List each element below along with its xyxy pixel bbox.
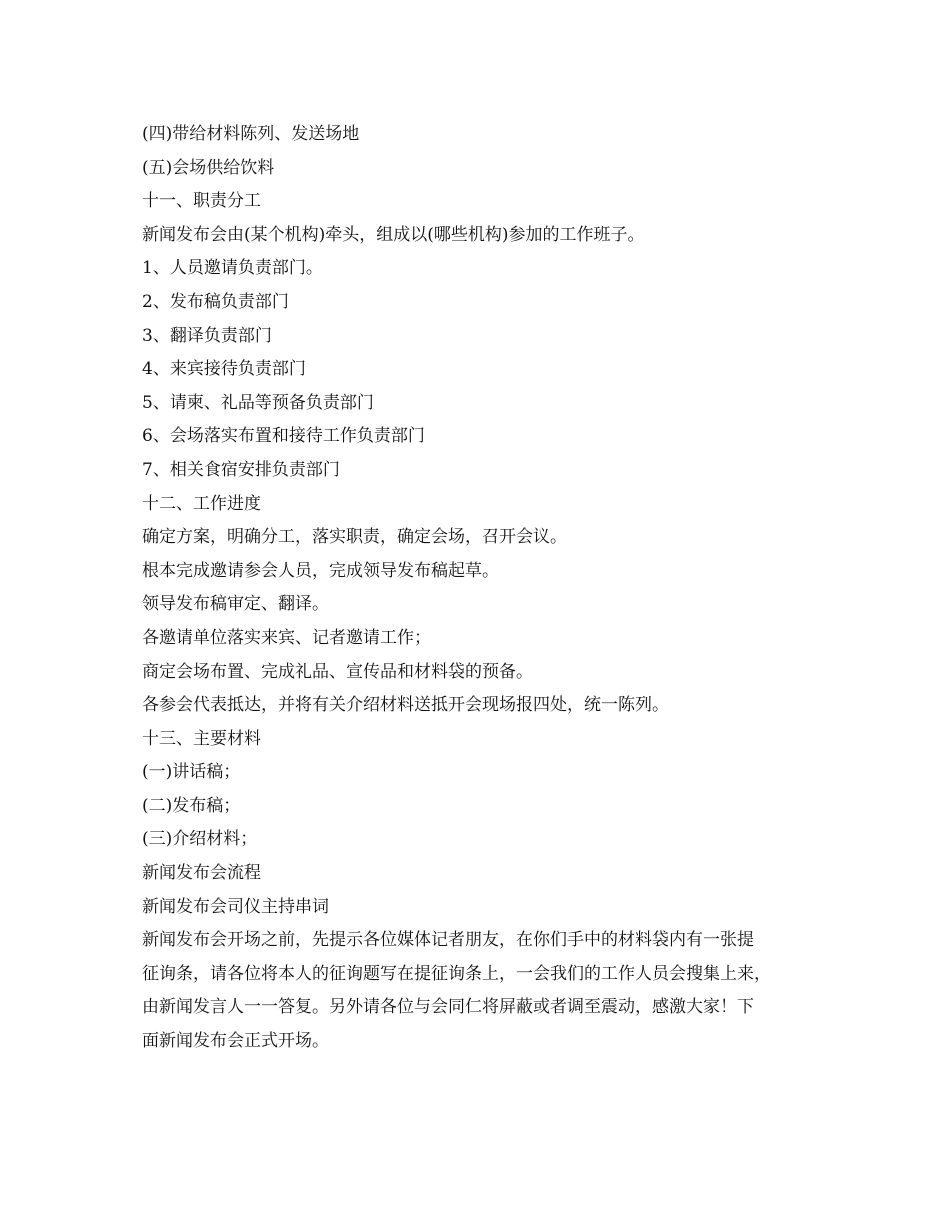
text-line: 各参会代表抵达，并将有关介绍材料送抵开会现场报四处，统一陈列。 [142,695,669,716]
paragraph-line: 面新闻发布会正式开场。 [142,1031,329,1052]
text-line: 商定会场布置、完成礼品、宣传品和材料袋的预备。 [142,661,533,682]
paragraph-line: 征询条，请各位将本人的征询题写在提征询条上，一会我们的工作人员会搜集上来， [142,963,771,984]
text-line: (四)带给材料陈列、发送场地 [142,124,360,144]
section-heading: 新闻发布会司仪主持串词 [142,896,329,917]
section-heading: 十一、职责分工 [142,191,261,212]
section-heading: 十二、工作进度 [142,493,261,514]
document-body [142,118,832,1059]
list-item: (一)讲话稿； [142,762,241,783]
list-item: 5、请柬、礼品等预备负责部门 [142,392,374,413]
text-line: 确定方案，明确分工，落实职责，确定会场，召开会议。 [142,527,567,548]
text-line: 新闻发布会由(某个机构)牵头，组成以(哪些机构)参加的工作班子。 [142,224,645,245]
section-heading: 新闻发布会流程 [142,863,261,884]
text-line: 各邀请单位落实来宾、记者邀请工作； [142,627,431,648]
list-item: 4、来宾接待负责部门 [142,359,306,380]
list-item: 2、发布稿负责部门 [142,291,289,312]
text-line: (五)会场供给饮料 [142,157,275,178]
list-item: 6、会场落实布置和接待工作负责部门 [142,426,425,447]
list-item: (三)介绍材料； [142,829,258,850]
list-item: (二)发布稿； [142,795,241,816]
section-heading: 十三、主要材料 [142,728,261,749]
text-line: 根本完成邀请参会人员，完成领导发布稿起草。 [142,560,499,581]
paragraph-line: 新闻发布会开场之前，先提示各位媒体记者朋友，在你们手中的材料袋内有一张提 [142,930,754,951]
list-item: 3、翻译负责部门 [142,325,272,346]
text-line: 领导发布稿审定、翻译。 [142,594,329,615]
list-item: 1、人员邀请负责部门。 [142,258,323,279]
list-item: 7、相关食宿安排负责部门 [142,459,340,480]
paragraph-line: 由新闻发言人一一答复。另外请各位与会同仁将屏蔽或者调至震动，感激大家！下 [142,997,754,1018]
